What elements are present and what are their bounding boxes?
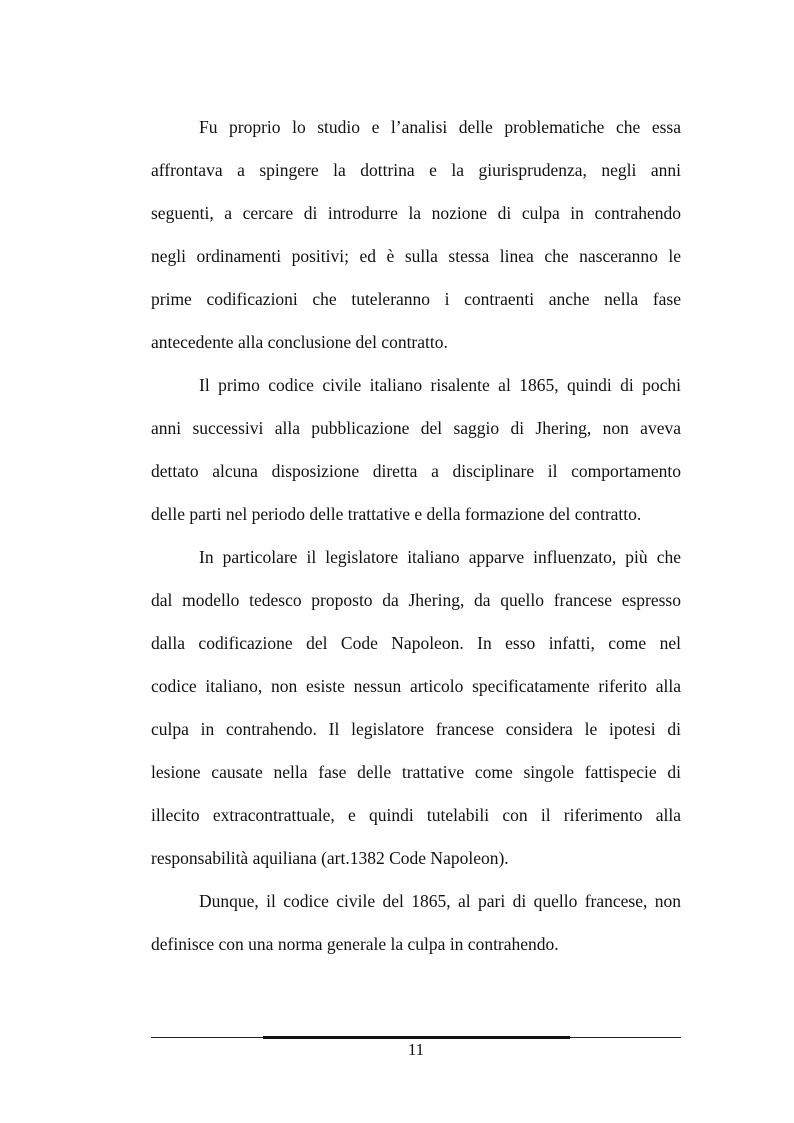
text-line: negli ordinamenti positivi; ed è sulla stessa linea che nasceranno le <box>151 246 681 266</box>
text-line: Il primo codice civile italiano risalente al 1865, quindi di pochi <box>199 375 681 395</box>
text-line: seguenti, a cercare di introdurre la nozione di culpa in contrahendo <box>151 203 681 223</box>
text-line: definisce con una norma generale la culpa in contrahendo. <box>151 934 559 954</box>
text-line: Fu proprio lo studio e l’analisi delle problematiche che essa <box>199 117 681 137</box>
text-line: illecito extracontrattuale, e quindi tutelabili con il riferimento alla <box>151 805 681 825</box>
text-line: anni successivi alla pubblicazione del saggio di Jhering, non aveva <box>151 418 681 438</box>
text-line: codice italiano, non esiste nessun articolo specificatamente riferito alla <box>151 676 681 696</box>
paragraph-2 <box>151 364 681 536</box>
page-number: 11 <box>407 1040 425 1059</box>
text-line: affrontava a spingere la dottrina e la giurisprudenza, negli anni <box>151 160 681 180</box>
footer-rule-accent <box>263 1036 570 1039</box>
text-line: lesione causate nella fase delle trattative come singole fattispecie di <box>151 762 681 782</box>
text-line: responsabilità aquiliana (art.1382 Code Napoleon). <box>151 848 509 868</box>
page-body <box>151 106 681 966</box>
text-line: delle parti nel periodo delle trattative e della formazione del contratto. <box>151 504 642 524</box>
text-line: prime codificazioni che tuteleranno i contraenti anche nella fase <box>151 289 681 309</box>
paragraph-4 <box>151 880 681 966</box>
text-line: Dunque, il codice civile del 1865, al pari di quello francese, non <box>199 891 681 911</box>
text-line: antecedente alla conclusione del contratto. <box>151 332 448 352</box>
text-line: dal modello tedesco proposto da Jhering, da quello francese espresso <box>151 590 681 610</box>
text-line: dettato alcuna disposizione diretta a disciplinare il comportamento <box>151 461 681 481</box>
text-line: In particolare il legislatore italiano apparve influenzato, più che <box>199 547 681 567</box>
text-line: culpa in contrahendo. Il legislatore francese considera le ipotesi di <box>151 719 681 739</box>
text-line: dalla codificazione del Code Napoleon. In esso infatti, come nel <box>151 633 681 653</box>
paragraph-3 <box>151 536 681 880</box>
paragraph-1 <box>151 106 681 364</box>
